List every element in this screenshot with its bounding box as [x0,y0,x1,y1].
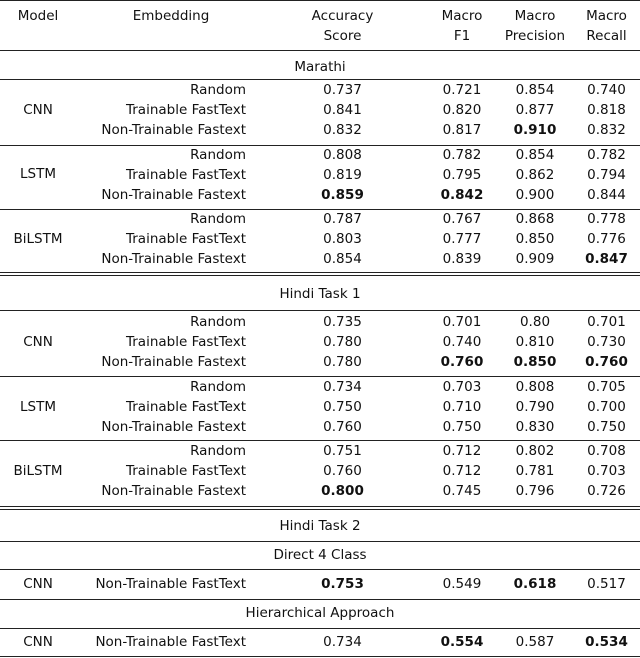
accuracy-cell: 0.734 [323,634,362,650]
f1-cell-best: 0.554 [440,634,484,650]
embedding-cell: Non-Trainable Fastext [101,122,246,138]
embedding-cell: Non-Trainable Fastext [101,419,246,435]
precision-cell: 0.868 [515,211,555,227]
precision-cell: 0.862 [515,167,555,183]
group-hindi1-cnn [0,312,640,374]
f1-cell: 0.777 [442,231,482,247]
f1-cell: 0.710 [442,399,482,415]
f1-cell: 0.703 [442,379,482,395]
precision-cell: 0.854 [515,147,555,163]
model-label: BiLSTM [13,463,63,479]
accuracy-cell: 0.854 [323,251,362,267]
embedding-cell: Random [190,314,246,330]
embedding-cell: Non-Trainable Fastext [101,187,246,203]
recall-cell-best: 0.847 [585,251,628,267]
recall-cell: 0.730 [587,334,626,350]
f1-cell: 0.750 [442,419,482,435]
recall-cell: 0.782 [587,147,626,163]
recall-cell: 0.705 [587,379,626,395]
accuracy-cell: 0.760 [323,419,362,435]
f1-cell: 0.767 [442,211,482,227]
precision-cell: 0.587 [515,634,555,650]
rule [0,628,640,629]
precision-cell: 0.909 [515,251,555,267]
recall-cell: 0.750 [587,419,626,435]
embedding-cell: Trainable FastText [125,102,246,118]
bottom-rule [0,656,640,657]
header-f1-line1: Macro [441,8,483,24]
precision-cell: 0.790 [515,399,555,415]
precision-cell-best: 0.910 [513,122,557,138]
precision-cell: 0.796 [515,483,555,499]
embedding-cell: Non-Trainable FastText [95,576,246,592]
double-rule [0,506,640,510]
precision-cell-best: 0.850 [513,354,557,370]
header-accuracy-line1: Accuracy [311,8,374,24]
table-row-direct [0,574,640,594]
accuracy-cell: 0.760 [323,463,362,479]
embedding-cell: Trainable FastText [125,399,246,415]
embedding-cell: Non-Trainable FastText [95,634,246,650]
f1-cell-best: 0.760 [440,354,484,370]
f1-cell: 0.782 [442,147,482,163]
f1-cell: 0.721 [442,82,482,98]
precision-cell: 0.877 [515,102,555,118]
model-label: CNN [23,634,53,650]
f1-cell: 0.701 [442,314,482,330]
embedding-cell: Trainable FastText [125,167,246,183]
f1-cell: 0.740 [442,334,482,350]
f1-cell: 0.817 [442,122,482,138]
embedding-cell: Random [190,82,246,98]
f1-cell: 0.712 [442,443,482,459]
group-hindi1-bilstm [0,441,640,503]
f1-cell: 0.745 [442,483,482,499]
accuracy-cell: 0.841 [323,102,362,118]
header-embedding: Embedding [132,8,210,24]
precision-cell: 0.80 [519,314,551,330]
f1-cell: 0.820 [442,102,482,118]
accuracy-cell-best: 0.859 [321,187,364,203]
accuracy-cell: 0.735 [323,314,362,330]
recall-cell: 0.701 [587,314,626,330]
precision-cell: 0.808 [515,379,555,395]
accuracy-cell: 0.803 [323,231,362,247]
header-accuracy-line2: Score [323,28,362,44]
section-title-marathi: Marathi [294,59,346,75]
model-label: CNN [23,334,53,350]
group-marathi-cnn [0,80,640,142]
recall-cell: 0.726 [587,483,626,499]
recall-cell-best: 0.534 [585,634,628,650]
subsection-title-hierarchical: Hierarchical Approach [245,605,395,621]
accuracy-cell: 0.780 [323,334,362,350]
recall-cell: 0.832 [587,122,626,138]
embedding-cell: Random [190,211,246,227]
accuracy-cell: 0.832 [323,122,362,138]
group-hindi1-lstm [0,377,640,439]
recall-cell: 0.517 [587,576,626,592]
f1-cell-best: 0.842 [440,187,484,203]
precision-cell: 0.900 [515,187,555,203]
accuracy-cell: 0.734 [323,379,362,395]
recall-cell: 0.703 [587,463,626,479]
f1-cell: 0.795 [442,167,482,183]
f1-cell: 0.839 [442,251,482,267]
accuracy-cell-best: 0.753 [321,576,364,592]
group-marathi-bilstm [0,209,640,271]
accuracy-cell-best: 0.800 [321,483,364,499]
model-label: CNN [23,576,53,592]
embedding-cell: Random [190,379,246,395]
precision-cell: 0.781 [515,463,555,479]
accuracy-cell: 0.780 [323,354,362,370]
header-recall-line2: Recall [586,28,627,44]
precision-cell-best: 0.618 [513,576,557,592]
precision-cell: 0.830 [515,419,555,435]
table-row-hierarchical [0,632,640,652]
embedding-cell: Non-Trainable Fastext [101,251,246,267]
header-recall-line1: Macro [586,8,627,24]
section-title-hindi-task-1: Hindi Task 1 [279,286,361,302]
subsection-title-direct: Direct 4 Class [273,547,367,563]
rule [0,569,640,570]
accuracy-cell: 0.808 [323,147,362,163]
recall-cell: 0.708 [587,443,626,459]
rule [0,310,640,311]
model-label: CNN [23,102,53,118]
recall-cell: 0.776 [587,231,626,247]
header-precision-line2: Precision [504,28,566,44]
recall-cell: 0.700 [587,399,626,415]
header-rule [0,50,640,51]
embedding-cell: Trainable FastText [125,334,246,350]
recall-cell: 0.844 [587,187,626,203]
model-label: LSTM [20,399,56,415]
f1-cell: 0.549 [442,576,482,592]
precision-cell: 0.850 [515,231,555,247]
accuracy-cell: 0.819 [323,167,362,183]
recall-cell: 0.740 [587,82,626,98]
f1-cell: 0.712 [442,463,482,479]
accuracy-cell: 0.787 [323,211,362,227]
table-header [0,6,640,46]
embedding-cell: Random [190,443,246,459]
group-marathi-lstm [0,145,640,207]
model-label: BiLSTM [13,231,63,247]
embedding-cell: Non-Trainable Fastext [101,483,246,499]
recall-cell: 0.778 [587,211,626,227]
model-label: LSTM [20,166,56,182]
recall-cell: 0.794 [587,167,626,183]
recall-cell-best: 0.760 [585,354,628,370]
accuracy-cell: 0.751 [323,443,362,459]
precision-cell: 0.802 [515,443,555,459]
embedding-cell: Non-Trainable Fastext [101,354,246,370]
precision-cell: 0.854 [515,82,555,98]
embedding-cell: Trainable FastText [125,231,246,247]
header-f1-line2: F1 [453,28,471,44]
header-precision-line1: Macro [514,8,556,24]
header-model: Model [17,8,59,24]
accuracy-cell: 0.737 [323,82,362,98]
top-rule [0,0,640,1]
double-rule [0,272,640,276]
recall-cell: 0.818 [587,102,626,118]
accuracy-cell: 0.750 [323,399,362,415]
embedding-cell: Random [190,147,246,163]
section-title-hindi-task-2: Hindi Task 2 [279,518,361,534]
precision-cell: 0.810 [515,334,555,350]
embedding-cell: Trainable FastText [125,463,246,479]
